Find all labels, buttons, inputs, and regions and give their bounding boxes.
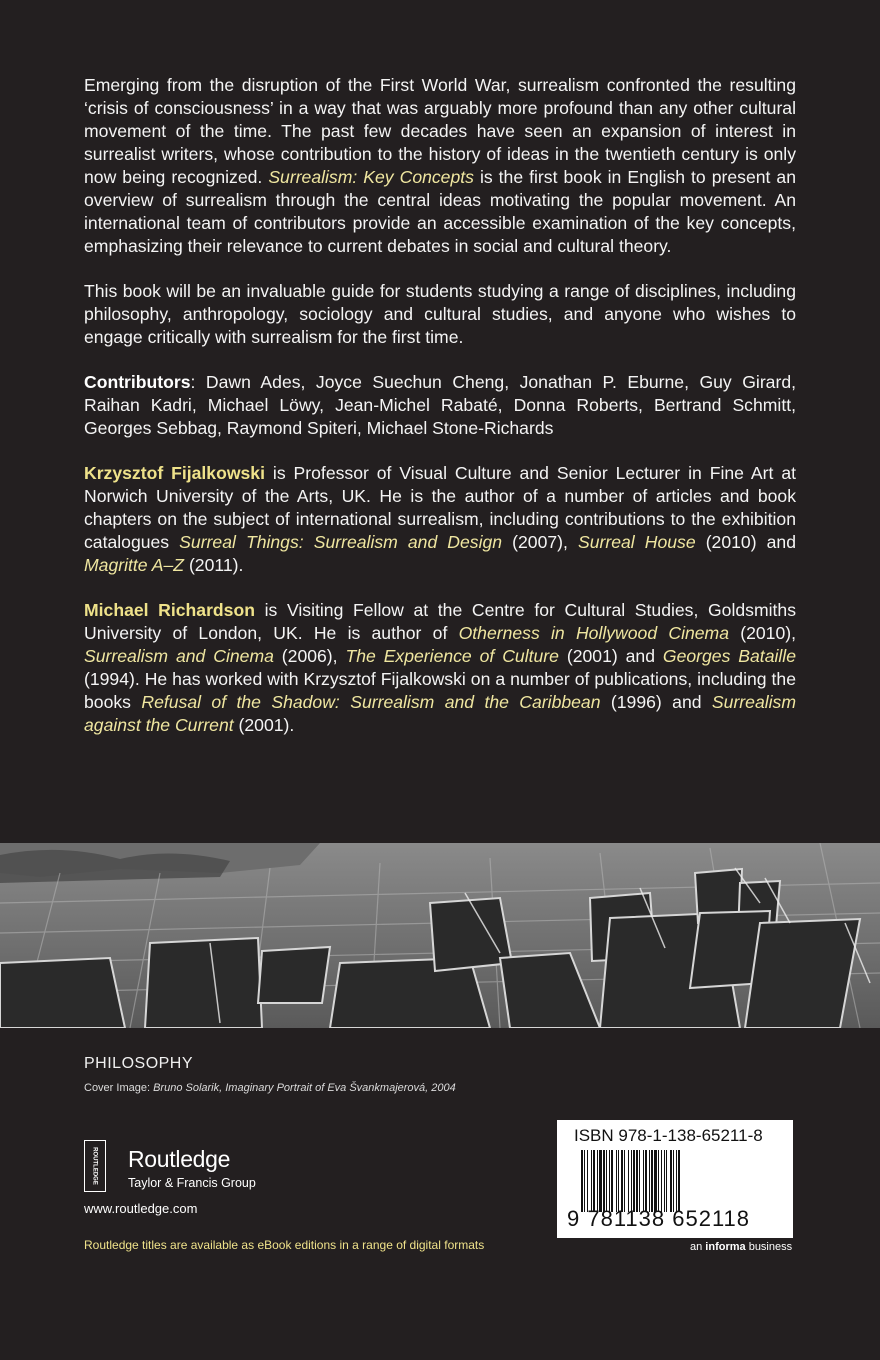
subject-category: PHILOSOPHY: [84, 1055, 194, 1072]
barcode-bar: [649, 1150, 650, 1212]
isbn-label: ISBN 978-1-138-65211-8: [574, 1126, 763, 1145]
book-title: Otherness in Hollywood Cinema: [458, 623, 729, 643]
barcode-bar: [609, 1150, 610, 1212]
contributors-list: : Dawn Ades, Joyce Suechun Cheng, Jonathan P. Eburne, Guy Girard, Raihan Kadri, Michael Löwy, Jean-Michel Rabaté, Donna Roberts, Bertrand Schmitt, Georges Sebbag, Raymond Spiteri, Michael Stone-Richards: [84, 372, 796, 438]
book-title: Surreal Things: Surrealism and Design: [179, 532, 503, 552]
barcode-bar: [593, 1150, 595, 1212]
author-name: Krzysztof Fijalkowski: [84, 463, 265, 483]
barcode-bar: [618, 1150, 619, 1212]
book-title: The Experience of Culture: [345, 646, 559, 666]
informa-bold: informa: [705, 1241, 746, 1253]
barcode-bar: [645, 1150, 647, 1212]
book-title: Magritte A–Z: [84, 555, 185, 575]
barcode-bar: [591, 1150, 592, 1212]
contributors-paragraph: [84, 371, 796, 440]
publisher-group: Taylor & Francis Group: [128, 1176, 256, 1190]
book-title: Surrealism against the Current: [84, 692, 796, 735]
publisher-mark-text: ROUTLEDGE: [91, 1147, 98, 1185]
barcode-bar: [599, 1150, 602, 1212]
blurb-paragraph-2: This book will be an invaluable guide for students studying a range of disciplines, including philosophy, anthropology, sociology and cultural studies, and anyone who wishes to engage critically with surrealism for the first time.: [84, 281, 796, 347]
routledge-logo-icon: [84, 1140, 106, 1192]
barcode-bar: [639, 1150, 640, 1212]
book-title: Georges Bataille: [662, 646, 796, 666]
bio-text: is Visiting Fellow at the Centre for Cultural Studies, Goldsmiths University of London, UK. He is author of: [84, 600, 796, 643]
barcode-bar: [661, 1150, 662, 1212]
barcode-bar: [624, 1150, 625, 1212]
author-name: Michael Richardson: [84, 600, 255, 620]
isbn-barcode: [557, 1120, 793, 1238]
bio-text: (2006),: [273, 646, 346, 666]
bio-text: (2010),: [729, 623, 796, 643]
barcode-bar: [658, 1150, 659, 1212]
barcode-bar: [587, 1150, 588, 1212]
barcode-bar: [628, 1150, 629, 1212]
barcode-bar: [670, 1150, 672, 1212]
cover-image-credit: [84, 1082, 456, 1094]
barcode-bar: [651, 1150, 653, 1212]
barcode-bar: [636, 1150, 638, 1212]
barcode-bar: [581, 1150, 583, 1212]
barcode-bar: [611, 1150, 613, 1212]
author-bio-2: [84, 599, 796, 737]
barcode-bar: [597, 1150, 598, 1212]
informa-tagline: [690, 1241, 792, 1253]
cover-photo: [0, 843, 880, 1028]
isbn-digits: 9 781138 652118: [567, 1206, 751, 1231]
barcode-bar: [664, 1150, 665, 1212]
barcode-bar: [673, 1150, 674, 1212]
book-title: Surrealism and Cinema: [84, 646, 274, 666]
publisher-website: www.routledge.com: [84, 1201, 198, 1216]
barcode-bar: [603, 1150, 605, 1212]
barcode-bar: [676, 1150, 677, 1212]
barcode-bar: [631, 1150, 632, 1212]
barcode-bar: [584, 1150, 585, 1212]
bio-text: (1996) and: [600, 692, 712, 712]
credit-text: Bruno Solarik, Imaginary Portrait of Eva Švankmajerová, 2004: [153, 1082, 456, 1094]
contributors-label: Contributors: [84, 372, 191, 392]
barcode-bar: [654, 1150, 657, 1212]
blurb-text: is the first book in English to present an overview of surrealism through the central ideas motivating the popular movement. An international team of contributors provide an accessible examination of the key concepts, emphasizing their relevance to current debates in social and cultural theory.: [84, 167, 796, 256]
blurb-paragraph-1: [84, 74, 796, 258]
bio-text: (2011).: [184, 555, 244, 575]
bio-text: (2007),: [502, 532, 578, 552]
bio-text: (2010) and: [695, 532, 796, 552]
barcode-bar: [606, 1150, 607, 1212]
publisher-name: Routledge: [128, 1146, 231, 1172]
photo-illustration: [0, 843, 880, 1028]
book-title: Surrealism: Key Concepts: [268, 167, 474, 187]
book-title: Refusal of the Shadow: Surrealism and the Caribbean: [141, 692, 601, 712]
credit-label: Cover Image:: [84, 1082, 154, 1094]
bio-text: (1994). He has worked with Krzysztof Fijalkowski on a number of publications, including the books: [84, 669, 796, 712]
back-cover-blurb: [84, 74, 796, 759]
barcode-icon: [581, 1150, 771, 1212]
barcode-bar: [621, 1150, 623, 1212]
ebook-note: Routledge titles are available as eBook editions in a range of digital formats: [84, 1238, 485, 1252]
barcode-bar: [616, 1150, 617, 1212]
bio-text: (2001) and: [558, 646, 663, 666]
blurb-text: Emerging from the disruption of the First World War, surrealism confronted the resulting ‘crisis of consciousness’ in a way that was arguably more profound than any other cultural movement of the time. The past few decades have seen an expansion of interest in surrealist writers, whose contribution to the history of ideas in the twentieth century is only now being recognized.: [84, 75, 796, 187]
informa-prefix: an: [690, 1241, 706, 1253]
bio-text: is Professor of Visual Culture and Senior Lecturer in Fine Art at Norwich University of the Arts, UK. He is the author of a number of articles and book chapters on the subject of international surrealism, including contributions to the exhibition catalogues: [84, 463, 796, 552]
book-title: Surreal House: [577, 532, 696, 552]
barcode-bar: [666, 1150, 667, 1212]
author-bio-1: [84, 462, 796, 577]
informa-suffix: business: [745, 1241, 793, 1253]
bio-text: (2001).: [233, 715, 295, 735]
barcode-bar: [633, 1150, 635, 1212]
barcode-bar: [678, 1150, 680, 1212]
barcode-bar: [643, 1150, 644, 1212]
